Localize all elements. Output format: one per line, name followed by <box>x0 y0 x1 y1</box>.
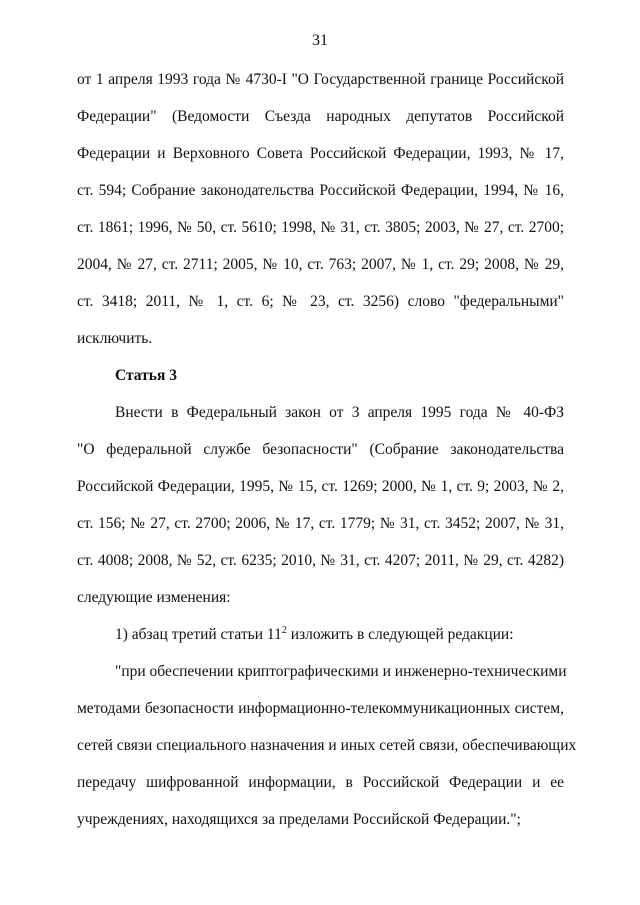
text-line: ст. 1861; 1996, № 50, ст. 5610; 1998, № 31, ст. 3805; 2003, № 27, ст. 2700; <box>77 219 564 236</box>
article-heading: Статья 3 <box>115 367 177 384</box>
text-line: Федерации" (Ведомости Съезда народных депутатов Российской <box>77 108 564 125</box>
text-line: методами безопасности информационно-телекоммуникационных систем, <box>77 700 564 717</box>
text-line: ст. 594; Собрание законодательства Российской Федерации, 1994, № 16, <box>77 182 564 199</box>
text-line: сетей связи специального назначения и иных сетей связи, обеспечивающих <box>77 737 577 754</box>
list-item-1 <box>115 625 564 645</box>
item-1-prefix: 1) абзац третий статьи 11 <box>115 626 282 643</box>
text-line: ст. 3418; 2011, № 1, ст. 6; № 23, ст. 3256) слово "федеральными" <box>77 293 564 310</box>
text-line: 2004, № 27, ст. 2711; 2005, № 10, ст. 763; 2007, № 1, ст. 29; 2008, № 29, <box>77 256 564 273</box>
text-line: передачу шифрованной информации, в Российской Федерации и ее <box>77 774 564 791</box>
text-line: учреждениях, находящихся за пределами Российской Федерации."; <box>77 811 521 828</box>
page-number: 31 <box>312 32 328 49</box>
item-1-superscript: 2 <box>281 625 287 636</box>
text-line: ст. 156; № 27, ст. 2700; 2006, № 17, ст. 1779; № 31, ст. 3452; 2007, № 31, <box>77 515 564 532</box>
text-line: следующие изменения: <box>77 589 231 606</box>
text-line: "при обеспечении криптографическими и инженерно-техническими <box>115 663 567 680</box>
text-line: исключить. <box>77 330 153 347</box>
text-line: от 1 апреля 1993 года № 4730-I "О Государственной границе Российской <box>77 71 564 88</box>
text-line: "О федеральной службе безопасности" (Собрание законодательства <box>77 441 564 458</box>
text-line: ст. 4008; 2008, № 52, ст. 6235; 2010, № 31, ст. 4207; 2011, № 29, ст. 4282) <box>77 552 564 569</box>
item-1-suffix: изложить в следующей редакции: <box>286 626 514 643</box>
text-line: Внести в Федеральный закон от 3 апреля 1995 года № 40-ФЗ <box>115 404 564 421</box>
text-line: Федерации и Верховного Совета Российской Федерации, 1993, № 17, <box>77 145 564 162</box>
text-line: Российской Федерации, 1995, № 15, ст. 1269; 2000, № 1, ст. 9; 2003, № 2, <box>77 478 564 495</box>
